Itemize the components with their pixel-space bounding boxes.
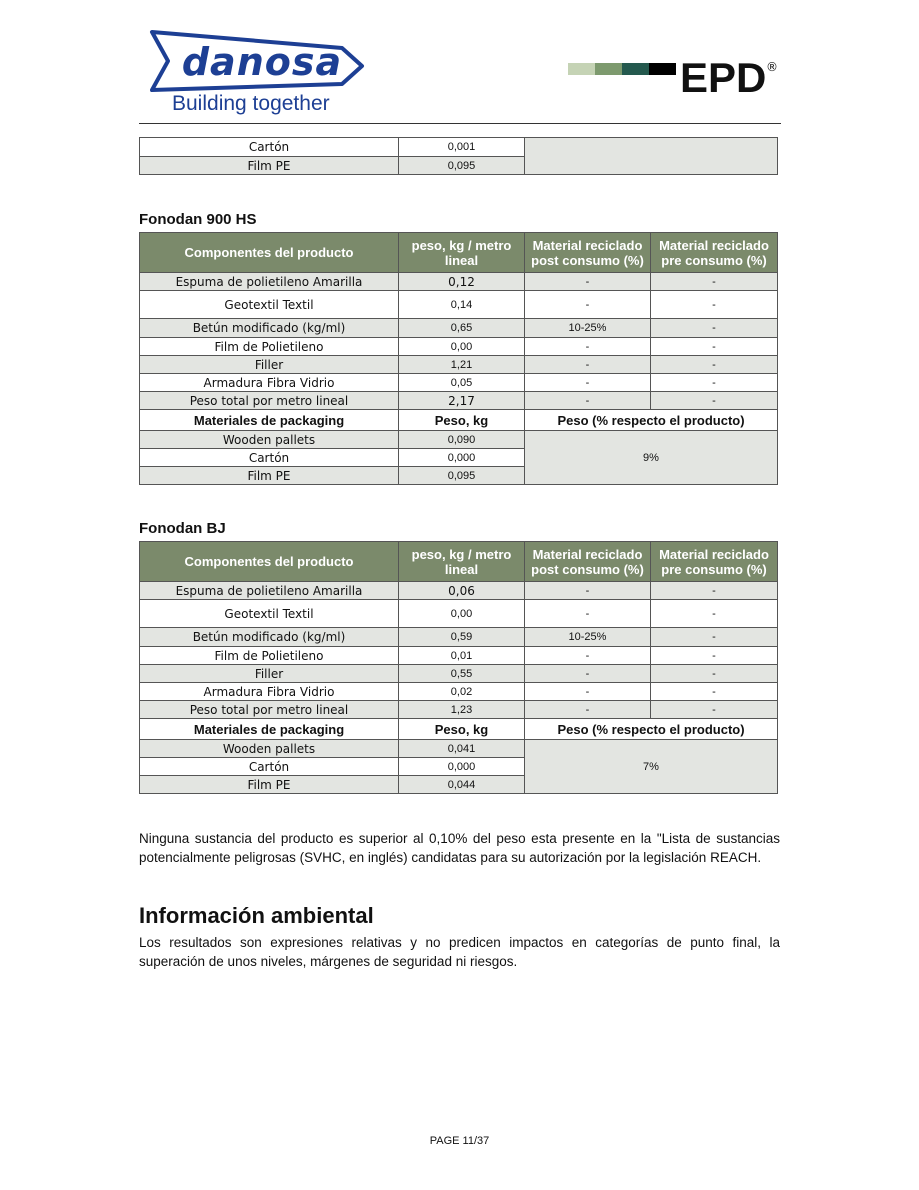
reach-note: Ninguna sustancia del producto es superior al 0,10% del peso esta presente en la "Lista de sustancias potencialmente peligrosas (SVHC, en inglés) candidatas para su autorización por la legislación REACH.: [139, 831, 780, 865]
section-heading-environment: Información ambiental: [139, 903, 374, 928]
environment-text: Los resultados son expresiones relativas y no predicen impactos en categorías de punto final, la superación de unos niveles, márgenes de seguridad ni riesgos.: [139, 935, 780, 969]
packaging-weight: 0,044: [399, 776, 525, 794]
packaging-name: Wooden pallets: [140, 431, 399, 449]
recycled-post: -: [525, 374, 651, 392]
component-name: Geotextil Textil: [140, 291, 399, 319]
recycled-post: 10-25%: [525, 319, 651, 338]
column-header: Material reciclado post consumo (%): [525, 542, 651, 582]
page-header: [0, 0, 919, 125]
component-name: Espuma de polietileno Amarilla: [140, 582, 399, 600]
fonodan-bj-table: [139, 541, 778, 794]
packaging-header-row: [140, 719, 778, 740]
column-header: Material reciclado pre consumo (%): [651, 542, 778, 582]
component-weight: 0,06: [399, 582, 525, 600]
packaging-weight: 0,090: [399, 431, 525, 449]
column-header: Componentes del producto: [140, 542, 399, 582]
component-name: Espuma de polietileno Amarilla: [140, 273, 399, 291]
table-row: [140, 582, 778, 600]
component-name: Film de Polietileno: [140, 338, 399, 356]
recycled-pre: -: [651, 600, 778, 628]
component-weight: 0,095: [399, 157, 525, 175]
component-name: Film PE: [140, 157, 399, 175]
table-row: [140, 273, 778, 291]
table-row: [140, 356, 778, 374]
component-weight: 0,001: [399, 138, 525, 157]
recycled-pre: -: [651, 701, 778, 719]
component-name: Filler: [140, 665, 399, 683]
epd-bar-dark: [622, 63, 649, 75]
recycled-pre: -: [651, 665, 778, 683]
table-row: [140, 683, 778, 701]
packaging-header: Peso, kg: [399, 719, 525, 740]
component-name: Armadura Fibra Vidrio: [140, 683, 399, 701]
component-weight: 0,12: [399, 273, 525, 291]
recycled-pre: -: [651, 319, 778, 338]
packaging-header-row: [140, 410, 778, 431]
component-weight: 0,01: [399, 647, 525, 665]
registered-icon: ®: [766, 60, 778, 74]
column-header: Material reciclado post consumo (%): [525, 233, 651, 273]
table-row: [140, 319, 778, 338]
table-row: [140, 291, 778, 319]
component-weight: 1,23: [399, 701, 525, 719]
epd-bar-mid: [595, 63, 622, 75]
recycled-post: -: [525, 683, 651, 701]
section-title-fonodan-bj: Fonodan BJ: [139, 520, 226, 537]
component-name: Betún modificado (kg/ml): [140, 628, 399, 647]
recycled-pre: -: [651, 374, 778, 392]
table-row: [140, 338, 778, 356]
recycled-post: 10-25%: [525, 628, 651, 647]
recycled-post: -: [525, 582, 651, 600]
packaging-weight: 0,095: [399, 467, 525, 485]
continuation-table: [139, 137, 778, 175]
fonodan-900-hs-table: [139, 232, 778, 485]
component-weight: 1,21: [399, 356, 525, 374]
component-weight: 0,65: [399, 319, 525, 338]
component-weight: 0,14: [399, 291, 525, 319]
packaging-weight: 0,041: [399, 740, 525, 758]
component-weight: 2,17: [399, 392, 525, 410]
recycled-pre: -: [651, 291, 778, 319]
epd-label: EPD: [680, 54, 767, 101]
component-name: Peso total por metro lineal: [140, 392, 399, 410]
recycled-pre: -: [651, 683, 778, 701]
recycled-post: -: [525, 356, 651, 374]
epd-color-bars: [568, 63, 676, 75]
column-header: peso, kg / metro lineal: [399, 542, 525, 582]
recycled-pre: -: [651, 582, 778, 600]
table-row: [140, 600, 778, 628]
header-divider: [139, 123, 781, 124]
packaging-percent: 9%: [525, 431, 778, 485]
table-row: [140, 138, 778, 157]
component-weight: 0,02: [399, 683, 525, 701]
table-row: [140, 647, 778, 665]
column-header: peso, kg / metro lineal: [399, 233, 525, 273]
table-row: [140, 665, 778, 683]
table-header-row: [140, 233, 778, 273]
recycled-post: -: [525, 273, 651, 291]
recycled-pre: -: [651, 273, 778, 291]
component-weight: 0,00: [399, 600, 525, 628]
danosa-logo: [146, 28, 368, 120]
recycled-post: -: [525, 291, 651, 319]
component-name: Filler: [140, 356, 399, 374]
packaging-percent: 7%: [525, 740, 778, 794]
recycled-post: -: [525, 392, 651, 410]
table-row: [140, 740, 778, 758]
section-title-fonodan-900-hs: Fonodan 900 HS: [139, 211, 257, 228]
page-number: PAGE 11/37: [429, 1135, 490, 1147]
packaging-header: Peso (% respecto el producto): [525, 410, 778, 431]
recycled-post: -: [525, 701, 651, 719]
packaging-name: Film PE: [140, 776, 399, 794]
logo-wordmark: danosa: [181, 40, 343, 84]
packaging-weight: 0,000: [399, 758, 525, 776]
recycled-post: -: [525, 600, 651, 628]
column-header: Componentes del producto: [140, 233, 399, 273]
recycled-pre: -: [651, 628, 778, 647]
recycled-post: -: [525, 647, 651, 665]
component-name: Cartón: [140, 138, 399, 157]
component-name: Armadura Fibra Vidrio: [140, 374, 399, 392]
epd-bar-light: [568, 63, 595, 75]
component-name: Film de Polietileno: [140, 647, 399, 665]
column-header: Material reciclado pre consumo (%): [651, 233, 778, 273]
packaging-header: Peso, kg: [399, 410, 525, 431]
table-row: [140, 392, 778, 410]
recycled-pre: -: [651, 647, 778, 665]
packaging-header: Materiales de packaging: [140, 410, 399, 431]
packaging-header: Materiales de packaging: [140, 719, 399, 740]
recycled-post: -: [525, 338, 651, 356]
blank-cell: [525, 138, 778, 175]
table-row: [140, 374, 778, 392]
recycled-post: -: [525, 665, 651, 683]
table-row: [140, 628, 778, 647]
component-weight: 0,59: [399, 628, 525, 647]
packaging-header: Peso (% respecto el producto): [525, 719, 778, 740]
recycled-pre: -: [651, 356, 778, 374]
component-name: Betún modificado (kg/ml): [140, 319, 399, 338]
packaging-name: Cartón: [140, 449, 399, 467]
table-row: [140, 701, 778, 719]
logo-tagline: Building together: [172, 92, 330, 115]
epd-bar-black: [649, 63, 676, 75]
table-header-row: [140, 542, 778, 582]
component-weight: 0,05: [399, 374, 525, 392]
component-name: Geotextil Textil: [140, 600, 399, 628]
packaging-name: Cartón: [140, 758, 399, 776]
component-weight: 0,55: [399, 665, 525, 683]
table-row: [140, 431, 778, 449]
recycled-pre: -: [651, 338, 778, 356]
packaging-weight: 0,000: [399, 449, 525, 467]
component-weight: 0,00: [399, 338, 525, 356]
recycled-pre: -: [651, 392, 778, 410]
packaging-name: Film PE: [140, 467, 399, 485]
component-name: Peso total por metro lineal: [140, 701, 399, 719]
packaging-name: Wooden pallets: [140, 740, 399, 758]
